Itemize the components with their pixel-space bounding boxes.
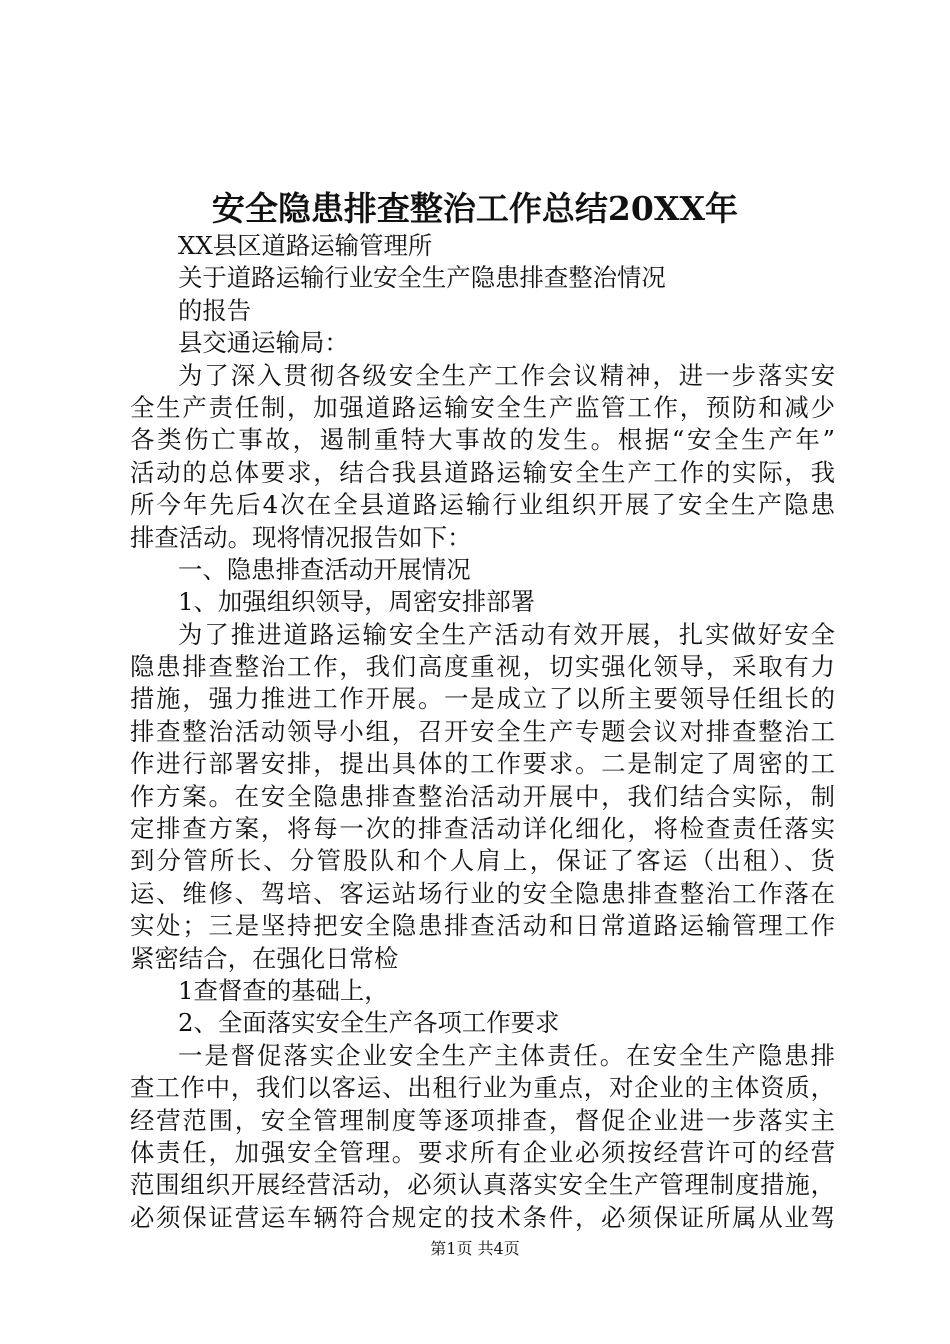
text-line: 一是督促落实企业安全生产主体责任。在安全生产隐患排 [178, 1040, 835, 1070]
text-line: 实处；三是坚持把安全隐患排查活动和日常道路运输管理工作 [130, 911, 835, 941]
text-line: 运、维修、驾培、客运站场行业的安全隐患排查整治工作落在 [130, 878, 835, 908]
text-line: 一、隐患排查活动开展情况 [178, 554, 471, 584]
text-line: 作方案。在安全隐患排查整治活动开展中，我们结合实际，制 [130, 781, 835, 811]
text-line: 1查督查的基础上， [178, 975, 389, 1005]
text-line: 的报告 [178, 295, 252, 325]
text-line: 必须保证营运车辆符合规定的技术条件，必须保证所属从业驾 [130, 1202, 835, 1232]
page-footer: 第1页 共4页 [430, 1239, 520, 1258]
document-body [130, 230, 835, 1234]
text-line: XX县区道路运输管理所 [178, 231, 433, 260]
text-line: 活动的总体要求，结合我县道路运输安全生产工作的实际，我 [130, 457, 835, 487]
text-line: 范围组织开展经营活动，必须认真落实安全生产管理制度措施， [130, 1170, 835, 1200]
text-line: 作进行部署安排，提出具体的工作要求。二是制定了周密的工 [130, 749, 835, 779]
text-line: 所今年先后4次在全县道路运输行业组织开展了安全生产隐患 [130, 490, 835, 520]
text-line: 全生产责任制，加强道路运输安全生产监管工作，预防和减少 [130, 392, 835, 422]
text-line: 经营范围，安全管理制度等逐项排查，督促企业进一步落实主 [130, 1105, 835, 1135]
text-line: 为了深入贯彻各级安全生产工作会议精神，进一步落实安 [178, 360, 835, 390]
text-line: 为了推进道路运输安全生产活动有效开展，扎实做好安全 [178, 619, 835, 649]
text-line: 定排查方案，将每一次的排查活动详化细化，将检查责任落实 [130, 814, 835, 844]
text-line: 到分管所长、分管股队和个人肩上，保证了客运（出租）、货 [130, 846, 835, 876]
text-line: 查工作中，我们以客运、出租行业为重点，对企业的主体资质， [130, 1073, 835, 1103]
text-line: 排查整治活动领导小组，召开安全生产专题会议对排查整治工 [130, 716, 835, 746]
text-line: 紧密结合，在强化日常检 [130, 943, 399, 973]
text-line: 县交通运输局： [178, 328, 349, 358]
text-line: 1、加强组织领导，周密安排部署 [178, 587, 535, 617]
document-title: 安全隐患排查整治工作总结20XX年 [211, 189, 739, 228]
text-line: 隐患排查整治工作，我们高度重视，切实强化领导，采取有力 [130, 652, 835, 682]
text-line: 措施，强力推进工作开展。一是成立了以所主要领导任组长的 [130, 684, 835, 714]
text-line: 2、全面落实安全生产各项工作要求 [178, 1008, 560, 1038]
text-line: 体责任，加强安全管理。要求所有企业必须按经营许可的经营 [130, 1137, 835, 1167]
text-line: 关于道路运输行业安全生产隐患排查整治情况 [178, 263, 666, 293]
text-line: 各类伤亡事故，遏制重特大事故的发生。根据“安全生产年” [130, 425, 835, 455]
text-line: 排查活动。现将情况报告如下： [130, 522, 472, 552]
